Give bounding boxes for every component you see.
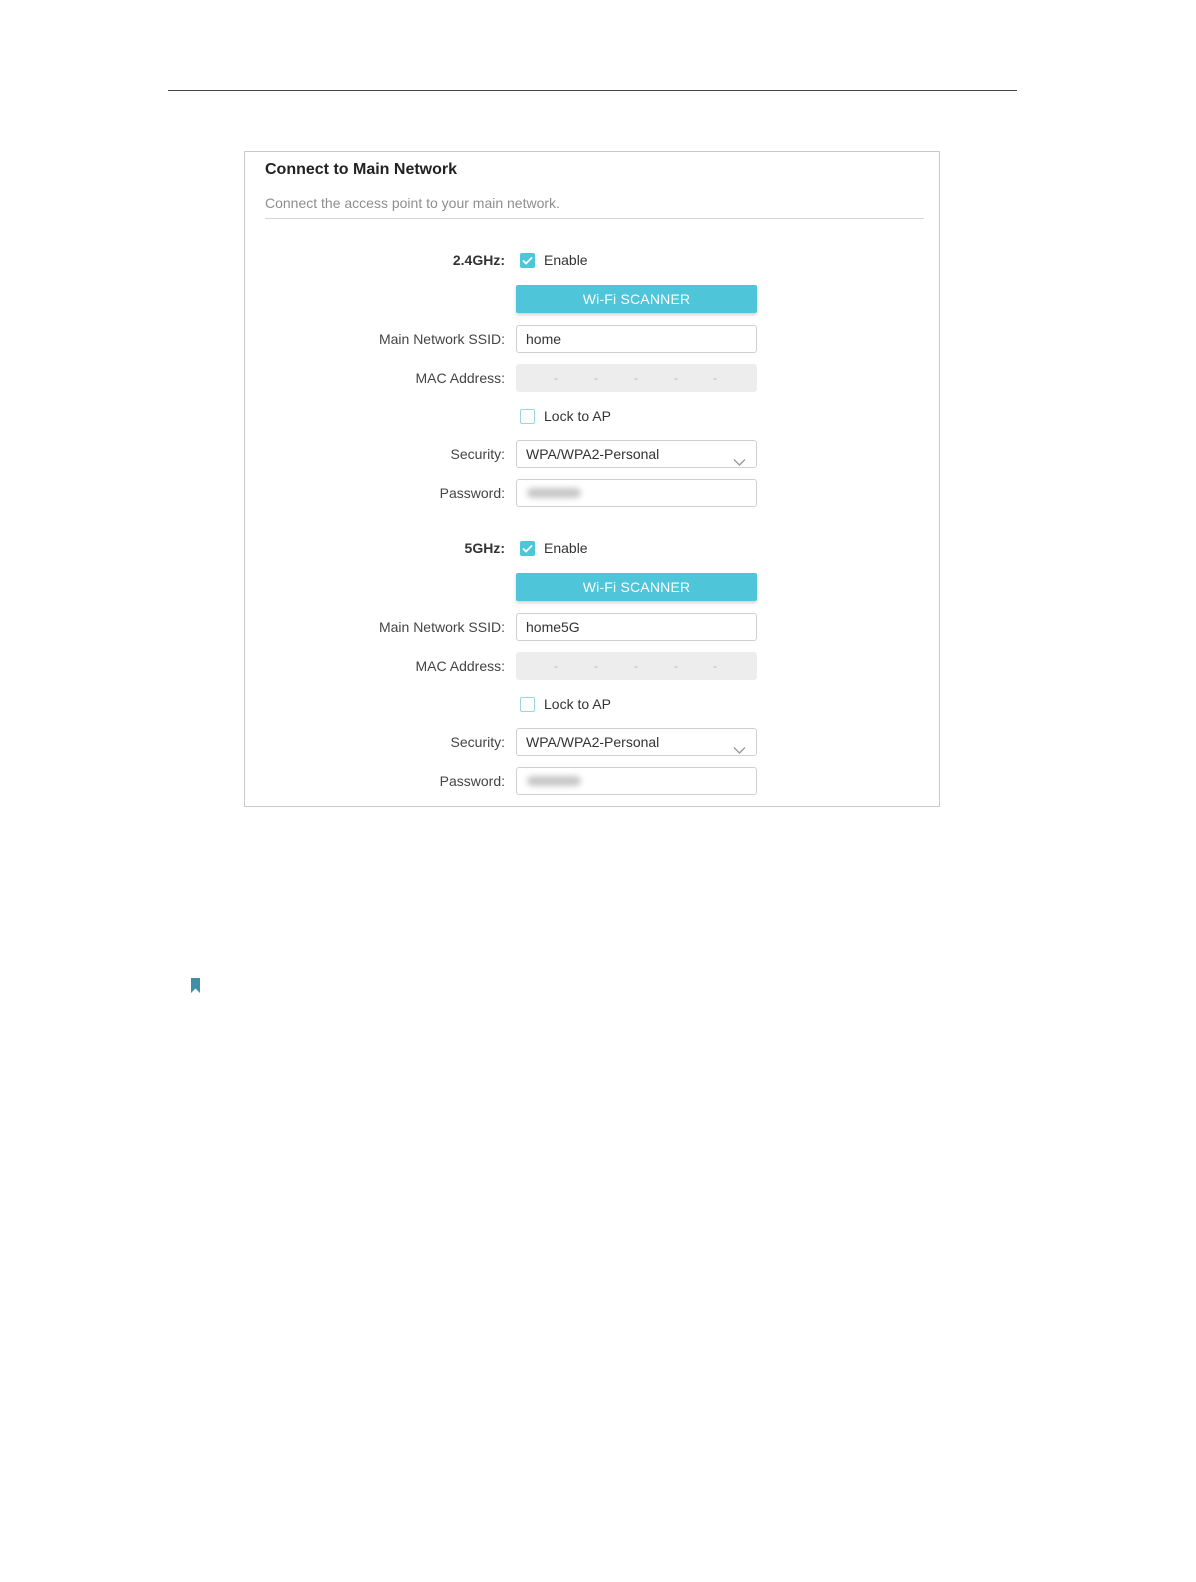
band-24-lock-row — [245, 402, 941, 430]
band-5-security-row — [245, 728, 941, 756]
masked-password — [527, 488, 581, 498]
band-5-enable-label: Enable — [544, 540, 588, 556]
band-24-enable-row — [245, 246, 941, 274]
mac-separator: - — [713, 659, 717, 673]
band-24-ssid-input[interactable]: home — [516, 325, 757, 353]
band-24-security-row — [245, 440, 941, 468]
check-icon — [520, 541, 535, 556]
mac-separator: - — [674, 371, 678, 385]
band-5-lock-label: Lock to AP — [544, 696, 611, 712]
band-24-lock-checkbox[interactable] — [520, 402, 611, 430]
band-5-enable-row — [245, 534, 941, 562]
band-5-mac-row — [245, 652, 941, 680]
band-5-ssid-row — [245, 613, 941, 641]
chevron-down-icon — [733, 737, 746, 763]
panel-divider — [265, 218, 924, 219]
band-24-wifi-scanner-button[interactable]: Wi-Fi SCANNER — [516, 285, 757, 313]
band-24-mac-row — [245, 364, 941, 392]
band-5-mac-label: MAC Address: — [415, 658, 505, 674]
band-5-ssid-label: Main Network SSID: — [378, 619, 505, 635]
mac-separator: - — [594, 659, 598, 673]
band-5-security-label: Security: — [450, 734, 505, 750]
header-rule — [168, 90, 1017, 91]
band-24-password-input[interactable] — [516, 479, 757, 507]
mac-separator: - — [634, 659, 638, 673]
checkbox-box — [520, 409, 535, 424]
chevron-down-icon — [733, 449, 746, 475]
band-5-enable-checkbox[interactable] — [520, 534, 588, 562]
band-24-ssid-row — [245, 325, 941, 353]
band-24-enable-label: Enable — [544, 252, 588, 268]
band-5-security-value: WPA/WPA2-Personal — [526, 734, 660, 750]
band-5-lock-row — [245, 690, 941, 718]
band-5-label: 5GHz: — [464, 540, 505, 556]
band-5-password-label: Password: — [439, 773, 505, 789]
mac-separator: - — [554, 371, 558, 385]
band-24-mac-field — [516, 364, 757, 392]
band-24-scanner-row — [245, 285, 941, 313]
band-5-lock-checkbox[interactable] — [520, 690, 611, 718]
checkbox-box — [520, 697, 535, 712]
band-5-scanner-row — [245, 573, 941, 601]
connect-main-network-panel — [244, 151, 940, 807]
band-24-security-value: WPA/WPA2-Personal — [526, 446, 660, 462]
masked-password — [527, 776, 581, 786]
band-24-enable-checkbox[interactable] — [520, 246, 588, 274]
band-24-ssid-label: Main Network SSID: — [378, 331, 505, 347]
band-5-security-select[interactable] — [516, 728, 757, 756]
mac-separator: - — [634, 371, 638, 385]
mac-separator: - — [594, 371, 598, 385]
bookmark-icon — [191, 978, 200, 993]
band-5-password-row — [245, 767, 941, 795]
band-24-password-row — [245, 479, 941, 507]
mac-separator: - — [674, 659, 678, 673]
band-24-security-select[interactable] — [516, 440, 757, 468]
mac-separator: - — [554, 659, 558, 673]
panel-title: Connect to Main Network — [265, 161, 458, 178]
band-24-password-label: Password: — [439, 485, 505, 501]
mac-separator: - — [713, 371, 717, 385]
band-24-label: 2.4GHz: — [452, 252, 505, 268]
band-5-wifi-scanner-button[interactable]: Wi-Fi SCANNER — [516, 573, 757, 601]
band-24-mac-label: MAC Address: — [415, 370, 505, 386]
check-icon — [520, 253, 535, 268]
band-5-mac-field — [516, 652, 757, 680]
band-5-password-input[interactable] — [516, 767, 757, 795]
band-5-ssid-input[interactable]: home5G — [516, 613, 757, 641]
band-24-security-label: Security: — [450, 446, 505, 462]
band-24-lock-label: Lock to AP — [544, 408, 611, 424]
panel-description: Connect the access point to your main network. — [265, 195, 560, 211]
